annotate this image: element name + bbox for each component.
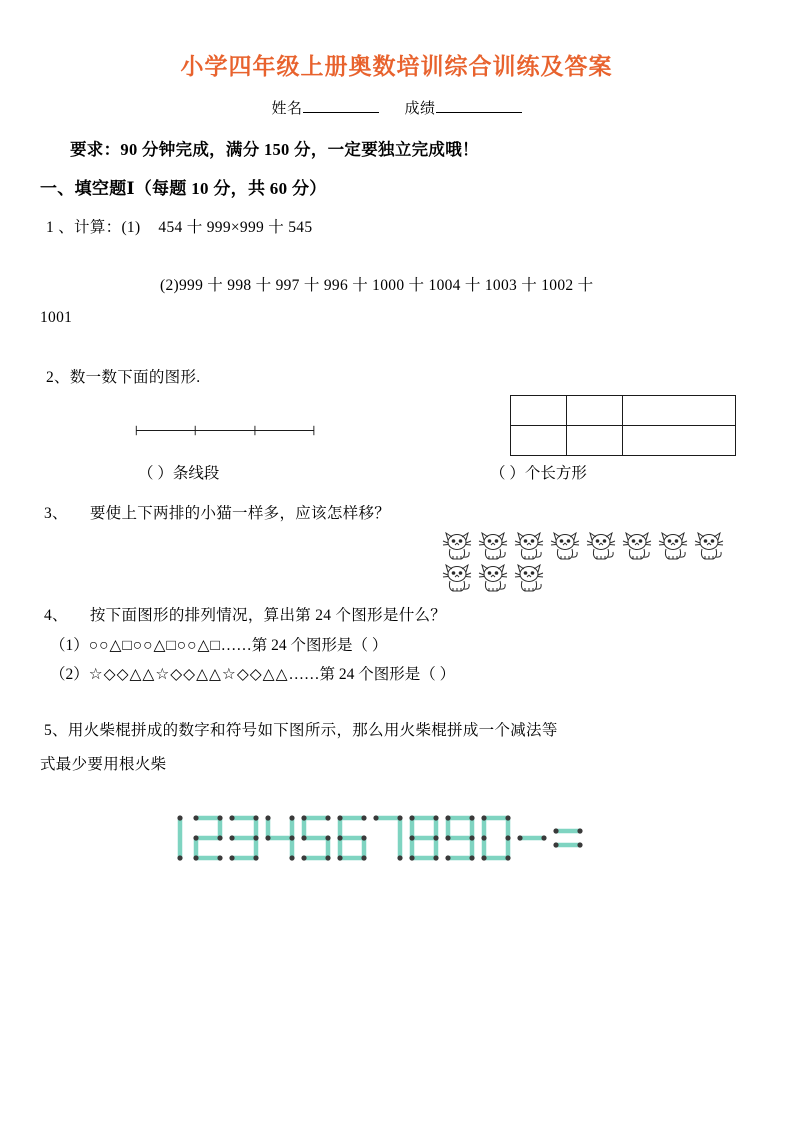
grid-cell <box>567 396 623 426</box>
name-label: 姓名 <box>271 101 303 117</box>
question-4-body: 按下面图形的排列情况，算出第 24 个图形是什么？ <box>89 607 447 624</box>
question-1-line-1 <box>40 215 753 237</box>
table-row <box>511 396 736 426</box>
question-5-text: 5、用火柴棍拼成的数字和符号如下图所示，那么用火柴棍拼成一个减法等 <box>44 722 558 739</box>
question-4-item-2-tail: ……第 24 个图形是（ ） <box>288 666 456 683</box>
requirement-text: 要求：90 分钟完成，满分 150 分，一定要独立完成哦！ <box>70 140 479 159</box>
grid-cell <box>567 426 623 456</box>
cat-icon <box>476 531 510 561</box>
question-5-cont-b: 根火柴 <box>119 756 167 773</box>
question-4-text <box>40 603 753 625</box>
question-4-item-1-tail: ……第 24 个图形是（ ） <box>220 637 388 654</box>
grid-cell <box>511 426 567 456</box>
matchstick-figure <box>40 808 753 870</box>
cat-row-bottom <box>440 563 753 593</box>
question-2-left-label: （ ）条线段 <box>138 465 220 482</box>
question-2-text: 2、数一数下面的图形. <box>46 369 201 386</box>
rectangle-grid-figure <box>510 395 736 456</box>
grid-cell <box>623 396 736 426</box>
cat-icon <box>548 531 582 561</box>
question-4-item-2 <box>40 662 753 684</box>
grid-cell <box>511 396 567 426</box>
cat-icon <box>620 531 654 561</box>
question-3-text <box>40 501 753 523</box>
cat-row-top <box>440 531 753 561</box>
cat-icon <box>476 563 510 593</box>
cat-icon <box>512 563 546 593</box>
question-2-figures <box>40 387 753 482</box>
rectangle-grid-table <box>510 395 736 456</box>
question-1-line-2 <box>40 273 753 295</box>
score-blank[interactable] <box>436 97 522 113</box>
grid-cell <box>623 426 736 456</box>
document-body <box>40 0 753 1122</box>
cat-icons-group <box>40 531 753 593</box>
question-5-cont-a: 式最少要用 <box>40 756 120 773</box>
question-3-body: 要使上下两排的小猫一样多，应该怎样移？ <box>89 505 391 522</box>
question-1-lead: 1 、计算： <box>46 219 122 236</box>
cat-icon <box>440 563 474 593</box>
section-heading-1: 一、填空题Ⅰ（每题 10 分，共 60 分） <box>40 179 327 198</box>
question-4-item-2-number: （2） <box>50 666 89 683</box>
question-1-item2-expression: 999 十 998 十 997 十 996 十 1000 十 1004 十 1003 十 1002 十 <box>178 277 594 294</box>
name-blank[interactable] <box>303 97 379 113</box>
page-title: 小学四年级上册奥数培训综合训练及答案 <box>180 53 613 79</box>
question-4-item-2-shapes: ☆◇◇△△☆◇◇△△☆◇◇△△ <box>88 666 289 683</box>
question-2-right-label: （ ）个长方形 <box>490 465 587 482</box>
question-1-item2-continued: 1001 <box>40 309 73 326</box>
cat-icon <box>440 531 474 561</box>
question-4-item-1-shapes: ○○△□○○△□○○△□ <box>88 637 221 654</box>
question-4-item-1 <box>40 633 753 655</box>
question-5-text-continued <box>40 752 753 774</box>
question-1-item2-number: (2) <box>160 277 179 294</box>
name-score-row <box>40 97 753 118</box>
question-4-number: 4、 <box>44 607 68 624</box>
cat-icon <box>692 531 726 561</box>
question-3-number: 3、 <box>44 505 68 522</box>
score-label: 成绩 <box>404 101 436 117</box>
line-segment-figure <box>115 425 343 436</box>
question-1-item1-number: (1) <box>121 219 141 236</box>
question-4-item-1-number: （1） <box>50 637 89 654</box>
question-1-item1-expression: 454 十 999×999 十 545 <box>158 219 313 236</box>
cat-icon <box>512 531 546 561</box>
table-row <box>511 426 736 456</box>
cat-icon <box>584 531 618 561</box>
question-4-items <box>40 633 753 684</box>
cat-icon <box>656 531 690 561</box>
matchstick-digits-svg <box>162 808 632 870</box>
